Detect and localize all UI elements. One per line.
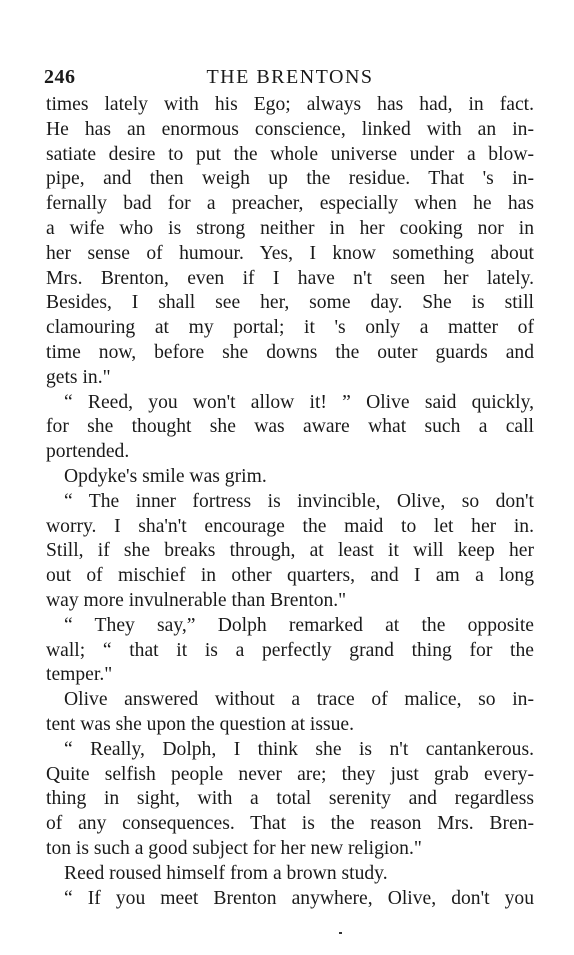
text-line: “ Reed, you won't allow it! ” Olive said quickly, <box>64 391 534 413</box>
text-line: portended. <box>46 441 130 463</box>
text-line: gets in." <box>46 366 111 388</box>
page-header <box>46 64 534 90</box>
text-line: Mrs. Brenton, even if I have n't seen her lately. <box>46 267 534 289</box>
text-line: temper." <box>46 664 113 686</box>
text-line: a wife who is strong neither in her cooking nor in <box>46 217 534 239</box>
body-text <box>46 93 534 911</box>
text-line: “ If you meet Brenton anywhere, Olive, don't you <box>64 887 534 909</box>
book-page <box>46 64 534 911</box>
text-line: her sense of humour. Yes, I know something about <box>46 242 534 264</box>
text-line: Reed roused himself from a brown study. <box>64 862 388 884</box>
text-line: Opdyke's smile was grim. <box>64 465 267 487</box>
text-line: He has an enormous conscience, linked with an in- <box>46 118 534 140</box>
text-line: of any consequences. That is the reason Mrs. Bren- <box>46 813 534 835</box>
page-number: 246 <box>44 66 76 88</box>
text-line: “ The inner fortress is invincible, Olive, so don't <box>64 490 534 512</box>
text-line: Quite selfish people never are; they just grab every- <box>46 763 534 785</box>
text-line: “ They say,” Dolph remarked at the opposite <box>64 614 534 636</box>
text-line: “ Really, Dolph, I think she is n't cantankerous. <box>64 738 534 760</box>
text-line: ton is such a good subject for her new religion." <box>46 837 422 859</box>
text-line: wall; “ that it is a perfectly grand thing for the <box>46 639 534 661</box>
text-line: clamouring at my portal; it 's only a matter of <box>46 317 534 339</box>
text-line: Still, if she breaks through, at least it will keep her <box>46 540 534 562</box>
text-line: pipe, and then weigh up the residue. That 's in- <box>46 168 534 190</box>
footer-mark <box>339 932 342 934</box>
text-line: time now, before she downs the outer guards and <box>46 341 534 363</box>
text-line: Olive answered without a trace of malice, so in- <box>64 689 534 711</box>
text-line: for she thought she was aware what such a call <box>46 416 534 438</box>
text-line: Besides, I shall see her, some day. She is still <box>46 292 534 314</box>
text-line: out of mischief in other quarters, and I am a long <box>46 565 534 587</box>
text-line: worry. I sha'n't encourage the maid to let her in. <box>46 515 534 537</box>
text-line: way more invulnerable than Brenton." <box>46 589 347 611</box>
text-line: satiate desire to put the whole universe under a blow- <box>46 143 534 165</box>
text-line: thing in sight, with a total serenity and regardless <box>46 788 534 810</box>
text-line: tent was she upon the question at issue. <box>46 713 355 735</box>
running-title: THE BRENTONS <box>206 66 374 88</box>
text-line: fernally bad for a preacher, especially when he has <box>46 193 534 215</box>
text-line: times lately with his Ego; always has had, in fact. <box>46 94 534 115</box>
